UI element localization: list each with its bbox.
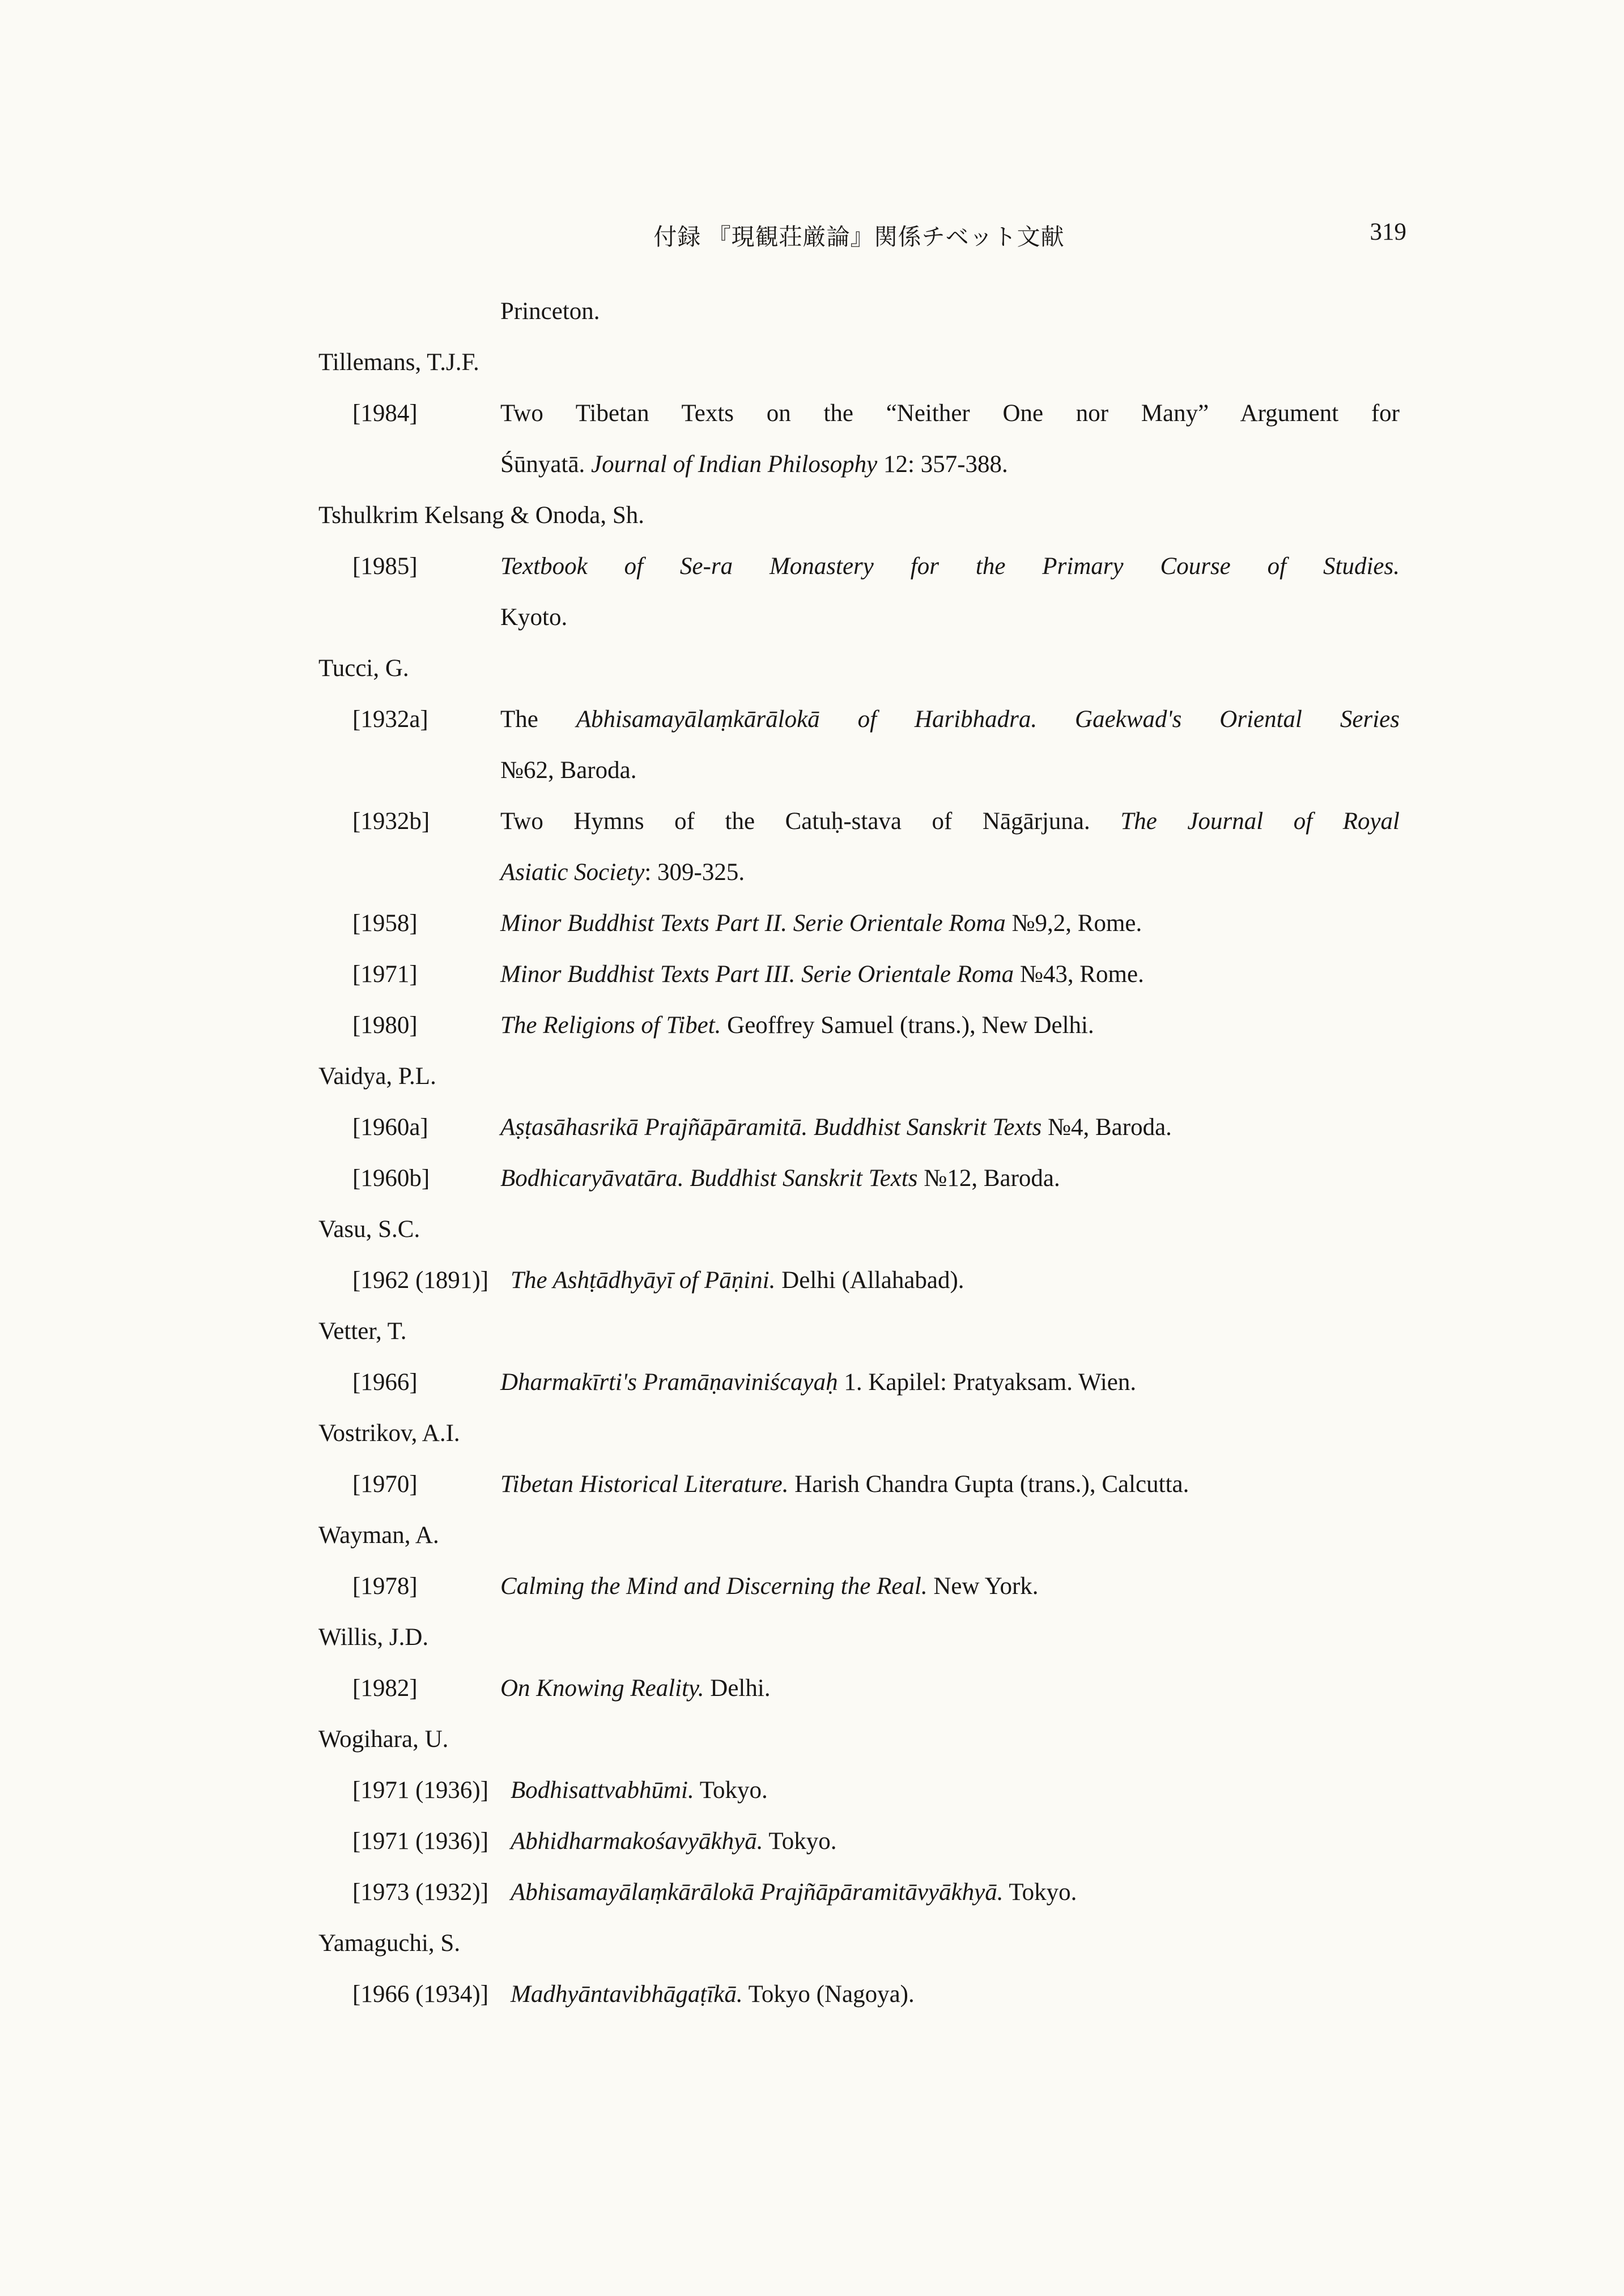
author-heading: Tucci, G. (318, 655, 409, 682)
bibliography-list (318, 286, 1400, 2020)
reference-line: Abhidharmakośavyākhyā. Tokyo. (511, 1828, 837, 1855)
reference-line: Asiatic Society: 309-325. (500, 859, 745, 886)
reference-line: Tibetan Historical Literature. Harish Chandra Gupta (trans.), Calcutta. (500, 1471, 1189, 1498)
year-label: [1971 (1936)] (352, 1777, 489, 1804)
reference-line: №62, Baroda. (500, 757, 637, 784)
reference-entry (318, 1102, 1400, 1153)
page-header-title: 付録 『現観荘厳論』関係チベット文献 (653, 224, 1065, 250)
reference-line: Madhyāntavibhāgaṭīkā. Tokyo (Nagoya). (511, 1981, 915, 2008)
author-heading: Vostrikov, A.I. (318, 1420, 460, 1447)
reference-text (500, 1153, 1400, 1204)
reference-line: Minor Buddhist Texts Part III. Serie Orientale Roma №43, Rome. (500, 961, 1144, 988)
reference-entry (318, 694, 1400, 796)
year-label: [1982] (352, 1675, 418, 1702)
reference-line: Abhisamayālaṃkārālokā Prajñāpāramitāvyākhyā. Tokyo. (511, 1879, 1077, 1906)
year-label: [1932b] (352, 808, 430, 835)
reference-entry (318, 898, 1400, 949)
reference-text (511, 1816, 1400, 1867)
reference-text (500, 1459, 1400, 1510)
reference-text (500, 1663, 1400, 1714)
reference-entry (318, 1969, 1400, 2020)
author-heading: Wogihara, U. (318, 1726, 449, 1753)
reference-text (500, 1000, 1400, 1051)
reference-text (511, 1255, 1400, 1306)
year-label: [1980] (352, 1012, 418, 1039)
year-label: [1958] (352, 910, 418, 937)
reference-text (500, 949, 1400, 1000)
year-label: [1932a] (352, 706, 428, 733)
year-label: [1960a] (352, 1114, 428, 1141)
reference-line: Calming the Mind and Discerning the Real. New York. (500, 1573, 1039, 1600)
reference-entry (318, 1153, 1400, 1204)
year-label: [1971 (1936)] (352, 1828, 489, 1855)
reference-entry (318, 1765, 1400, 1816)
author-heading: Vetter, T. (318, 1318, 407, 1345)
reference-line: Two Tibetan Texts on the “Neither One nor Many” Argument for (500, 400, 1400, 427)
reference-line: Bodhicaryāvatāra. Buddhist Sanskrit Texts №12, Baroda. (500, 1165, 1060, 1192)
author-heading: Wayman, A. (318, 1522, 439, 1549)
author-heading: Tshulkrim Kelsang & Onoda, Sh. (318, 502, 645, 529)
reference-entry (318, 388, 1400, 490)
reference-text (500, 541, 1400, 643)
year-label: [1966 (1934)] (352, 1981, 489, 2008)
year-label (352, 286, 500, 337)
reference-entry (318, 1255, 1400, 1306)
reference-entry (318, 1867, 1400, 1918)
year-label: [1985] (352, 553, 418, 580)
reference-line: The Abhisamayālaṃkārālokā of Haribhadra. Gaekwad's Oriental Series (500, 706, 1400, 733)
year-label: [1970] (352, 1471, 418, 1498)
reference-entry (318, 1357, 1400, 1408)
reference-line: Kyoto. (500, 604, 568, 631)
reference-line: Aṣṭasāhasrikā Prajñāpāramitā. Buddhist Sanskrit Texts №4, Baroda. (500, 1114, 1172, 1141)
reference-text (511, 1765, 1400, 1816)
year-label: [1971] (352, 961, 418, 988)
author-heading: Willis, J.D. (318, 1624, 429, 1651)
reference-entry (318, 286, 1400, 337)
reference-text (511, 1969, 1400, 2020)
reference-text (500, 286, 1400, 337)
reference-text (500, 694, 1400, 796)
reference-text (500, 388, 1400, 490)
page-header (318, 218, 1406, 256)
year-label: [1962 (1891)] (352, 1267, 489, 1294)
reference-text (500, 898, 1400, 949)
author-heading: Vaidya, P.L. (318, 1063, 436, 1090)
reference-entry (318, 1000, 1400, 1051)
reference-line: Princeton. (500, 298, 600, 325)
reference-line: On Knowing Reality. Delhi. (500, 1675, 771, 1702)
reference-line: Dharmakīrti's Pramāṇaviniścayaḥ 1. Kapilel: Pratyaksam. Wien. (500, 1369, 1137, 1396)
reference-line: Textbook of Se-ra Monastery for the Primary Course of Studies. (500, 553, 1400, 580)
reference-entry (318, 1816, 1400, 1867)
year-label: [1973 (1932)] (352, 1879, 489, 1906)
reference-text (500, 796, 1400, 898)
author-heading: Tillemans, T.J.F. (318, 349, 479, 376)
reference-line: Two Hymns of the Catuḥ-stava of Nāgārjuna. The Journal of Royal (500, 808, 1400, 835)
reference-line: The Religions of Tibet. Geoffrey Samuel (trans.), New Delhi. (500, 1012, 1094, 1039)
year-label: [1966] (352, 1369, 418, 1396)
reference-entry (318, 796, 1400, 898)
page-content (318, 218, 1406, 2020)
reference-line: The Ashṭādhyāyī of Pāṇini. Delhi (Allahabad). (511, 1267, 964, 1294)
author-heading: Vasu, S.C. (318, 1216, 420, 1243)
reference-entry (318, 541, 1400, 643)
reference-text (500, 1102, 1400, 1153)
reference-line: Śūnyatā. Journal of Indian Philosophy 12: 357-388. (500, 451, 1008, 478)
reference-line: Minor Buddhist Texts Part II. Serie Orientale Roma №9,2, Rome. (500, 910, 1142, 937)
reference-text (511, 1867, 1400, 1918)
reference-entry (318, 1561, 1400, 1612)
page-number: 319 (1370, 219, 1406, 245)
year-label: [1984] (352, 400, 418, 427)
reference-text (500, 1357, 1400, 1408)
reference-entry (318, 1459, 1400, 1510)
reference-text (500, 1561, 1400, 1612)
reference-entry (318, 1663, 1400, 1714)
reference-entry (318, 949, 1400, 1000)
reference-line: Bodhisattvabhūmi. Tokyo. (511, 1777, 768, 1804)
author-heading: Yamaguchi, S. (318, 1930, 461, 1957)
year-label: [1960b] (352, 1165, 430, 1192)
year-label: [1978] (352, 1573, 418, 1600)
